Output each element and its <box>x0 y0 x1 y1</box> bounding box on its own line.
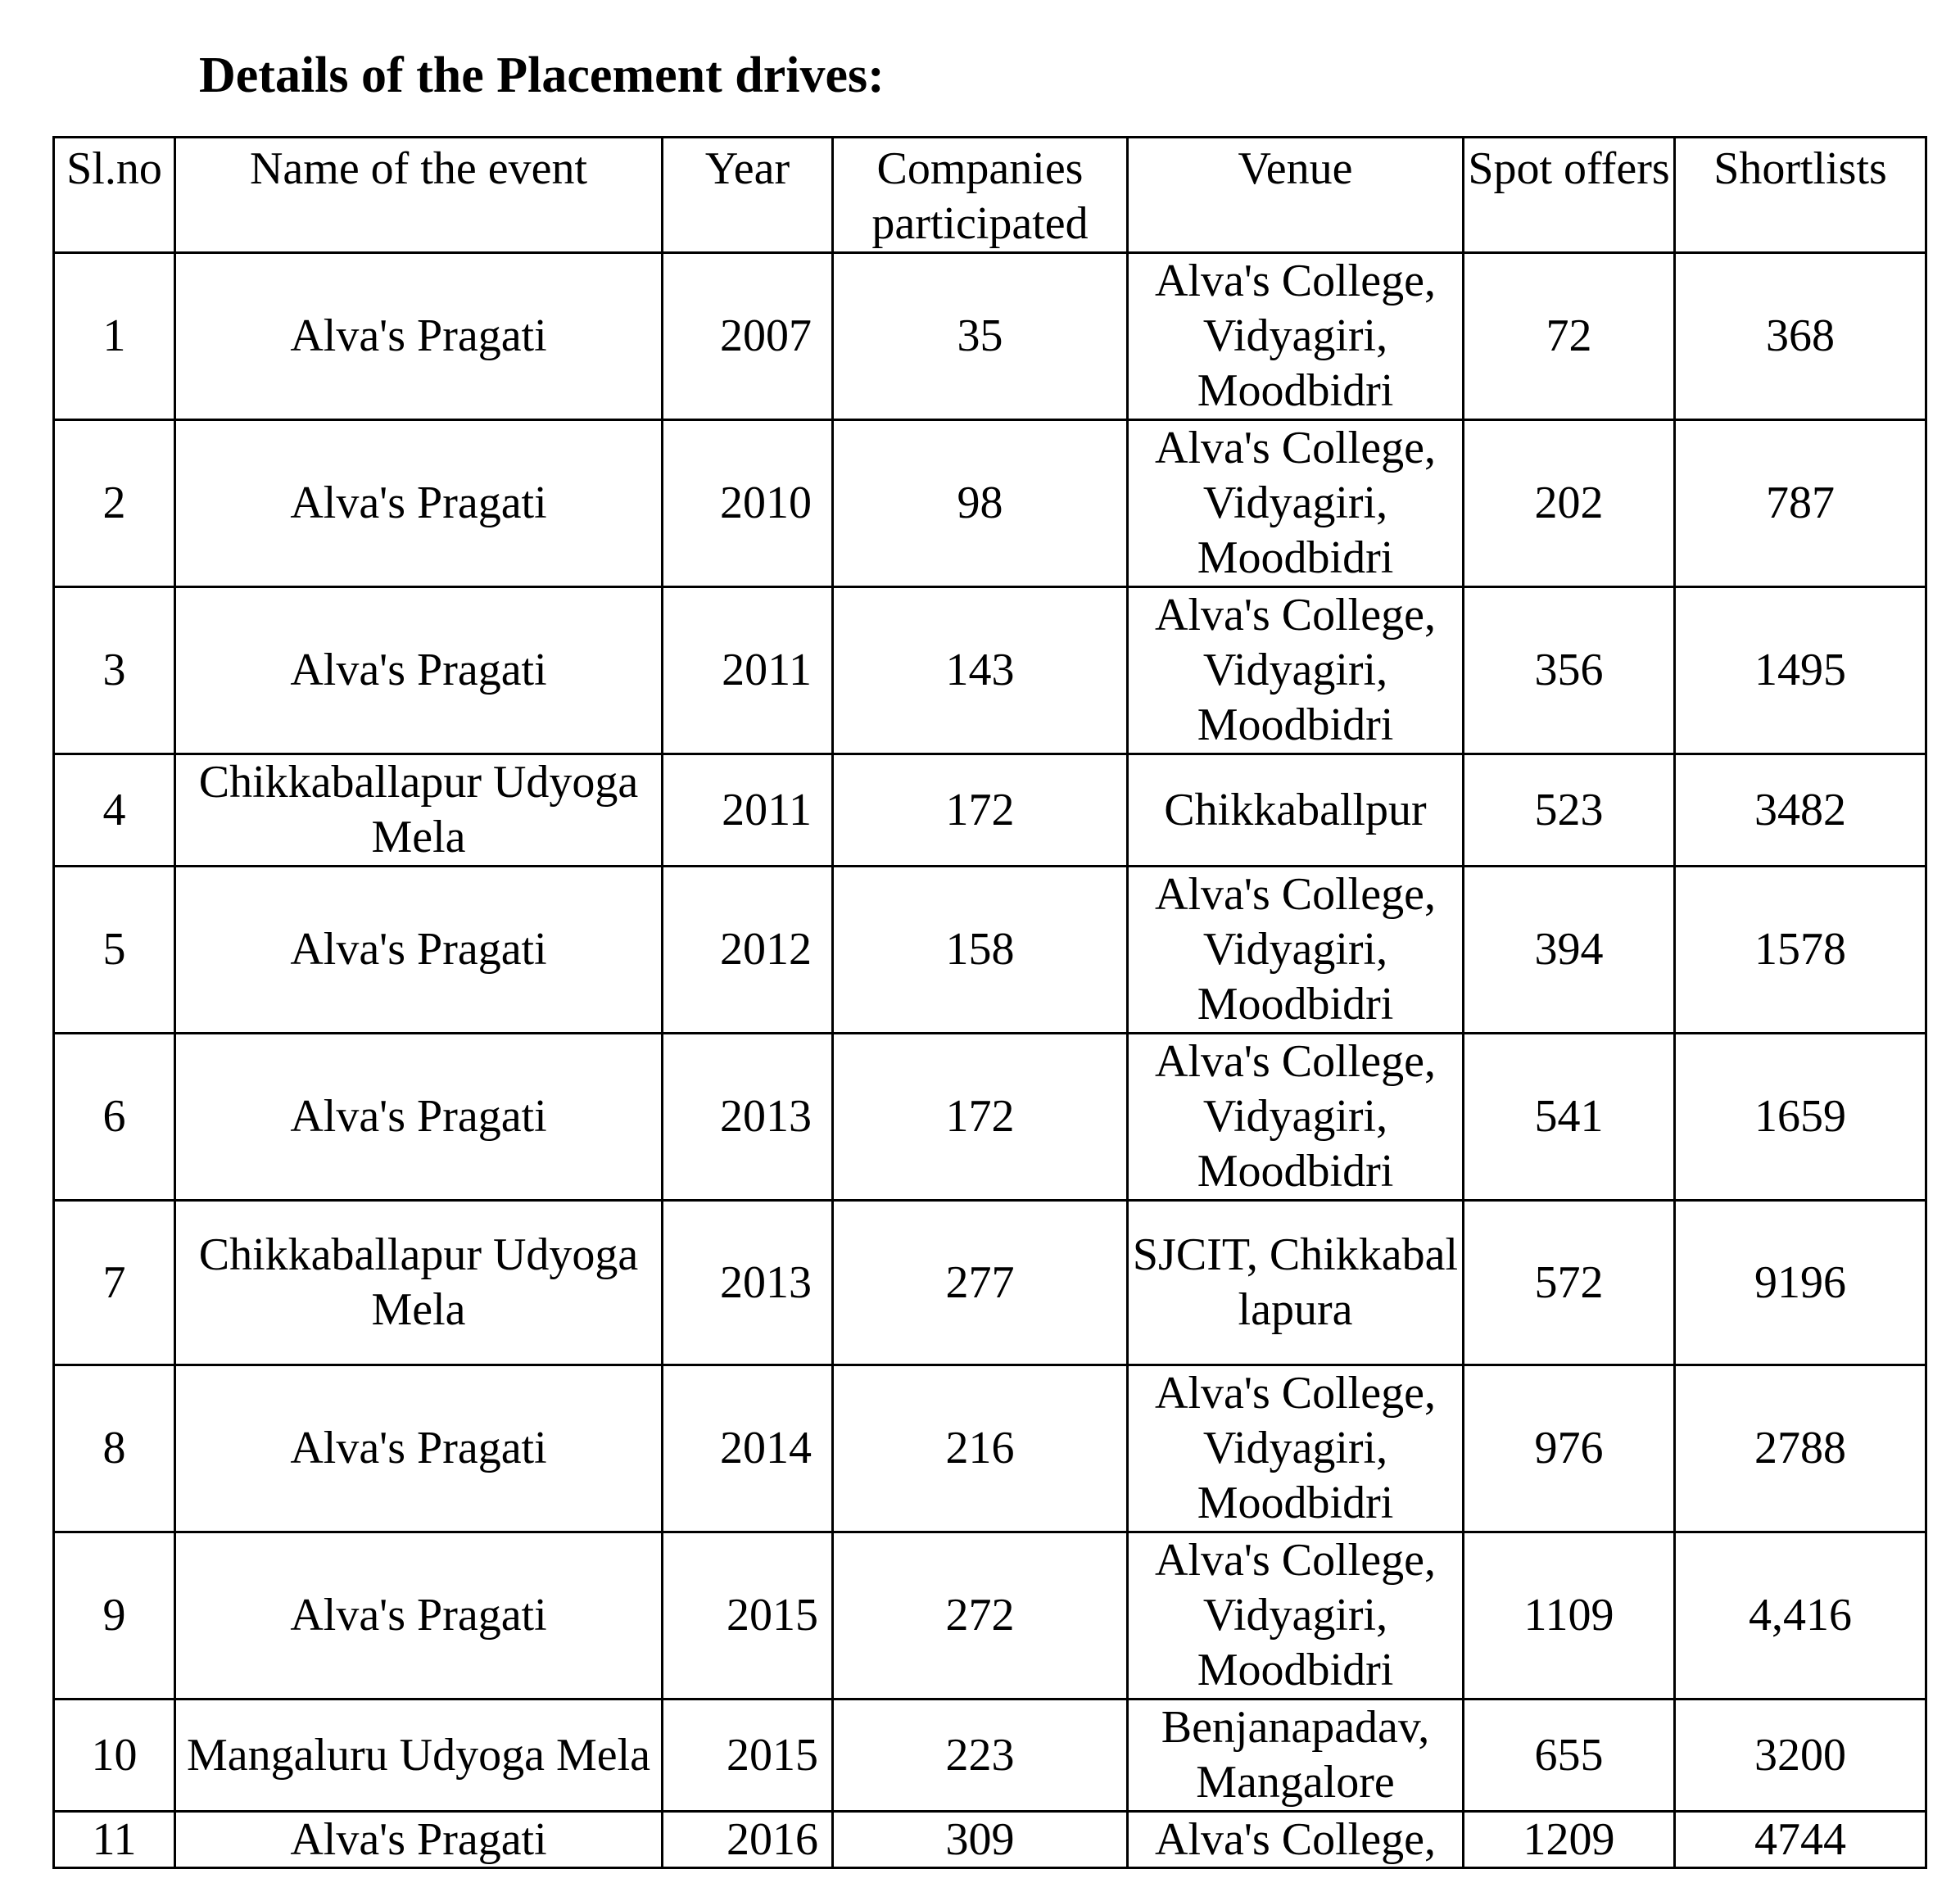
page-title: Details of the Placement drives: <box>199 48 885 103</box>
cell-event-name: Alva's Pragati <box>175 253 663 420</box>
cell-spot-offers: 72 <box>1464 253 1675 420</box>
placement-drives-table <box>52 136 1927 1869</box>
table-row <box>54 1532 1926 1700</box>
cell-event-name: Alva's Pragati <box>175 867 663 1034</box>
cell-venue: Alva's College, <box>1128 1812 1464 1868</box>
cell-shortlists: 4,416 <box>1675 1532 1926 1700</box>
cell-event-name: Alva's Pragati <box>175 1812 663 1868</box>
cell-venue: Alva's College, Vidyagiri, Moodbidri <box>1128 1532 1464 1700</box>
cell-spot-offers: 394 <box>1464 867 1675 1034</box>
cell-venue: SJCIT, Chikkaballapura <box>1128 1201 1464 1365</box>
cell-shortlists: 2788 <box>1675 1365 1926 1532</box>
cell-shortlists: 9196 <box>1675 1201 1926 1365</box>
table-row <box>54 1812 1926 1868</box>
cell-slno: 4 <box>54 754 175 867</box>
cell-venue: Alva's College, Vidyagiri, Moodbidri <box>1128 867 1464 1034</box>
cell-slno: 5 <box>54 867 175 1034</box>
cell-year: 2015 <box>663 1532 833 1700</box>
cell-venue: Benjanapadav, Mangalore <box>1128 1700 1464 1812</box>
cell-companies: 277 <box>833 1201 1128 1365</box>
column-header-name: Name of the event <box>175 138 663 253</box>
cell-event-name: Alva's Pragati <box>175 1532 663 1700</box>
column-header-year: Year <box>663 138 833 253</box>
cell-shortlists: 1495 <box>1675 587 1926 754</box>
cell-event-name: Alva's Pragati <box>175 587 663 754</box>
cell-spot-offers: 541 <box>1464 1034 1675 1201</box>
cell-year: 2012 <box>663 867 833 1034</box>
table-header-row <box>54 138 1926 253</box>
cell-companies: 143 <box>833 587 1128 754</box>
cell-spot-offers: 356 <box>1464 587 1675 754</box>
cell-spot-offers: 202 <box>1464 420 1675 587</box>
cell-year: 2015 <box>663 1700 833 1812</box>
cell-year: 2016 <box>663 1812 833 1868</box>
cell-year: 2013 <box>663 1034 833 1201</box>
cell-slno: 8 <box>54 1365 175 1532</box>
cell-year: 2011 <box>663 754 833 867</box>
cell-slno: 3 <box>54 587 175 754</box>
cell-spot-offers: 655 <box>1464 1700 1675 1812</box>
cell-venue: Alva's College, Vidyagiri, Moodbidri <box>1128 1365 1464 1532</box>
table-row <box>54 420 1926 587</box>
cell-companies: 309 <box>833 1812 1128 1868</box>
column-header-slno: Sl.no <box>54 138 175 253</box>
cell-slno: 7 <box>54 1201 175 1365</box>
column-header-shortlists: Shortlists <box>1675 138 1926 253</box>
table-row <box>54 1201 1926 1365</box>
cell-companies: 98 <box>833 420 1128 587</box>
cell-shortlists: 787 <box>1675 420 1926 587</box>
table-row <box>54 253 1926 420</box>
cell-venue: Alva's College, Vidyagiri, Moodbidri <box>1128 1034 1464 1201</box>
column-header-venue: Venue <box>1128 138 1464 253</box>
cell-slno: 11 <box>54 1812 175 1868</box>
cell-spot-offers: 572 <box>1464 1201 1675 1365</box>
cell-year: 2014 <box>663 1365 833 1532</box>
table-row <box>54 754 1926 867</box>
cell-shortlists: 368 <box>1675 253 1926 420</box>
cell-spot-offers: 976 <box>1464 1365 1675 1532</box>
cell-slno: 10 <box>54 1700 175 1812</box>
cell-shortlists: 3200 <box>1675 1700 1926 1812</box>
cell-event-name: Chikkaballapur Udyoga Mela <box>175 754 663 867</box>
cell-event-name: Alva's Pragati <box>175 1034 663 1201</box>
table-row <box>54 1034 1926 1201</box>
cell-venue: Alva's College, Vidyagiri, Moodbidri <box>1128 420 1464 587</box>
cell-shortlists: 1578 <box>1675 867 1926 1034</box>
cell-shortlists: 4744 <box>1675 1812 1926 1868</box>
cell-venue: Alva's College, Vidyagiri, Moodbidri <box>1128 587 1464 754</box>
cell-slno: 1 <box>54 253 175 420</box>
cell-shortlists: 3482 <box>1675 754 1926 867</box>
cell-companies: 172 <box>833 754 1128 867</box>
cell-companies: 272 <box>833 1532 1128 1700</box>
cell-event-name: Alva's Pragati <box>175 1365 663 1532</box>
table-row <box>54 1700 1926 1812</box>
cell-slno: 9 <box>54 1532 175 1700</box>
cell-companies: 216 <box>833 1365 1128 1532</box>
cell-spot-offers: 1209 <box>1464 1812 1675 1868</box>
cell-year: 2011 <box>663 587 833 754</box>
cell-companies: 223 <box>833 1700 1128 1812</box>
cell-year: 2007 <box>663 253 833 420</box>
cell-companies: 172 <box>833 1034 1128 1201</box>
cell-year: 2010 <box>663 420 833 587</box>
cell-event-name: Chikkaballapur Udyoga Mela <box>175 1201 663 1365</box>
table-row <box>54 867 1926 1034</box>
cell-shortlists: 1659 <box>1675 1034 1926 1201</box>
cell-venue: Alva's College, Vidyagiri, Moodbidri <box>1128 253 1464 420</box>
cell-companies: 158 <box>833 867 1128 1034</box>
table-row <box>54 1365 1926 1532</box>
cell-slno: 6 <box>54 1034 175 1201</box>
table-row <box>54 587 1926 754</box>
cell-companies: 35 <box>833 253 1128 420</box>
column-header-spot-offers: Spot offers <box>1464 138 1675 253</box>
cell-venue: Chikkaballpur <box>1128 754 1464 867</box>
cell-event-name: Alva's Pragati <box>175 420 663 587</box>
column-header-companies: Companies participated <box>833 138 1128 253</box>
cell-year: 2013 <box>663 1201 833 1365</box>
cell-slno: 2 <box>54 420 175 587</box>
cell-event-name: Mangaluru Udyoga Mela <box>175 1700 663 1812</box>
cell-spot-offers: 1109 <box>1464 1532 1675 1700</box>
cell-spot-offers: 523 <box>1464 754 1675 867</box>
